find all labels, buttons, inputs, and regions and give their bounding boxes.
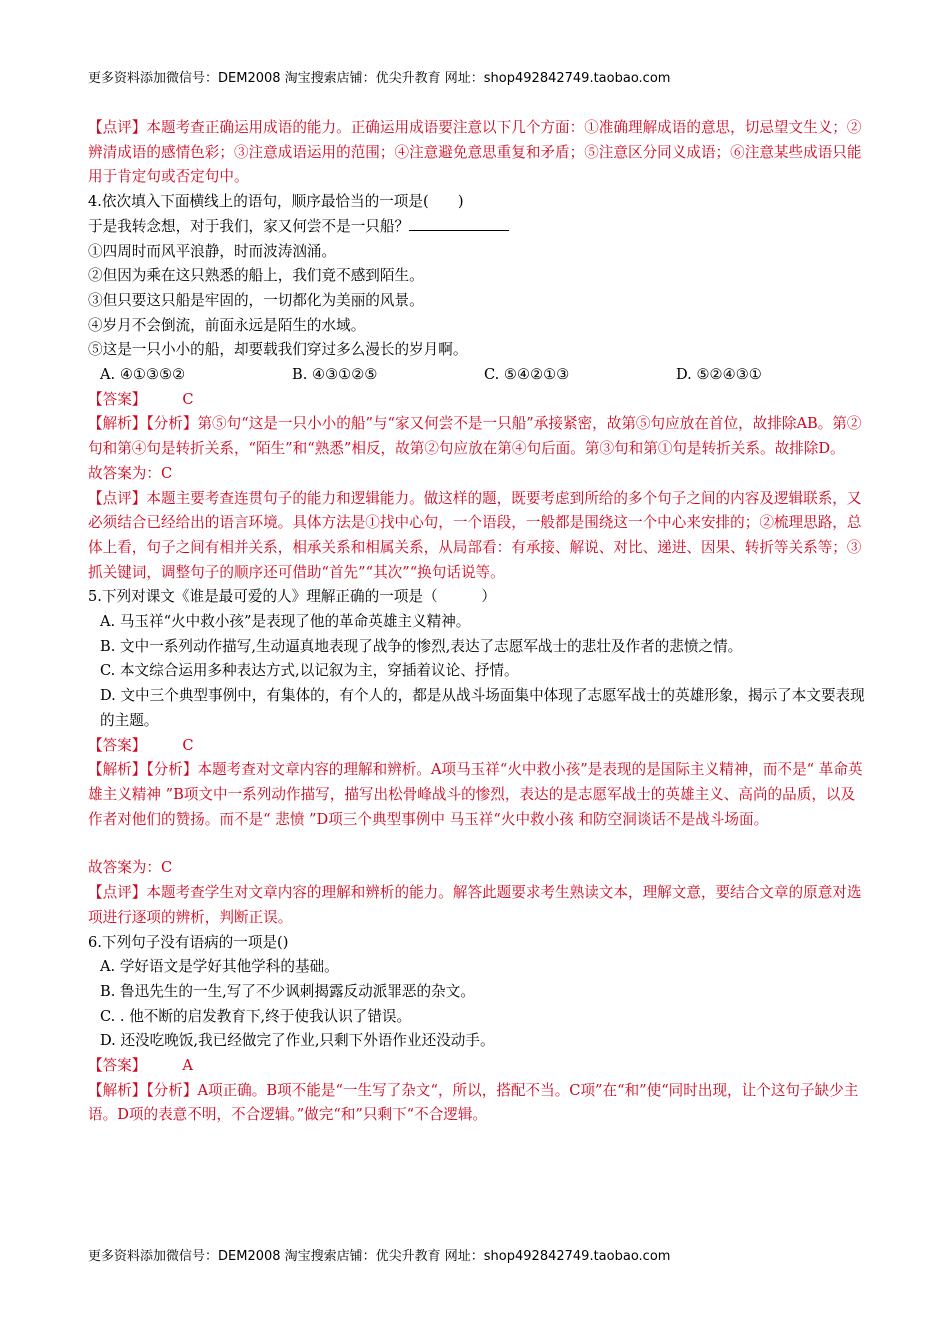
document-body [88,116,868,1128]
q4-sentence: ⑤这是一只小小的船，却要载我们穿过多么漫长的岁月啊。 [88,341,468,359]
q4-analysis: 【解析】【分析】第⑤句“这是一只小小的船”与“家又何尝不是一只船”承接紧密，故第⑤句应放在首位，故排除AB。第②句和第④句是转折关系，“陌生”和“熟悉”相反，故第②句应放在第④句后面。第③句和第①句是转折关系。故排除D。 [88,415,862,458]
q5-answer [88,734,868,759]
q5-option-a: A. 马玉祥“火中救小孩”是表现了他的革命英雄主义精神。 [100,613,471,631]
q6-stem: 6.下列句子没有语病的一项是() [88,933,289,951]
answer-value: A [182,1057,193,1075]
q4-sentence: ③但只要这只船是牢固的，一切都化为美丽的风景。 [88,291,424,309]
answer-label: 【答案】 [88,1057,147,1075]
q4-options [88,363,868,388]
answer-value: C [182,736,194,754]
q5-conclusion: 故答案为：C [88,859,173,877]
page-footer: 更多资料添加微信号：DEM2008 淘宝搜索店铺：优尖升教育 网址：shop492842749.taobao.com [88,1249,671,1264]
q4-option-d: D. ⑤②④③① [676,366,762,384]
q6-answer [88,1054,868,1079]
prev-comment: 【点评】本题考查正确运用成语的能力。正确运用成语要注意以下几个方面：①准确理解成语的意思，切忌望文生义；②辨清成语的感情色彩；③注意成语运用的范围；④注意避免意思重复和矛盾；⑤注意区分同义成语；⑥注意某些成语只能用于肯定句或否定句中。 [88,119,862,186]
q4-answer [88,388,868,413]
q6-option-b: B. 鲁迅先生的一生,写了不少讽刺揭露反动派罪恶的杂文。 [100,982,475,1000]
q4-sentence: ④岁月不会倒流，前面永远是陌生的水域。 [88,316,366,334]
answer-label: 【答案】 [88,736,147,754]
q5-analysis: 【解析】【分析】本题考查对文章内容的理解和辨析。A项马玉祥“火中救小孩”是表现的是国际主义精神，而不是“ 革命英雄主义精神 ”B项文中一系列动作描写，描写出松骨峰战斗的惨烈，表达的是志愿军战士的英雄主义、高尚的品质，以及作者对他们的赞扬。而不是“ 悲愤 ”D项三个典型事例中 马玉祥“火中救小孩 和防空洞谈话不是战斗场面。 [88,761,863,828]
answer-label: 【答案】 [88,390,147,408]
q4-sentence: ②但因为乘在这只熟悉的船上，我们竟不感到陌生。 [88,267,424,285]
q4-option-a: A. ④①③⑤② [100,366,186,384]
q5-comment: 【点评】本题考查学生对文章内容的理解和辨析的能力。解答此题要求考生熟读文本，理解文意，要结合文章的原意对选项进行逐项的辨析，判断正误。 [88,884,862,926]
blank-line [409,216,509,231]
q4-prompt [88,215,868,240]
q4-option-b: B. ④③①②⑤ [292,366,378,384]
q6-option-d: D. 还没吃晚饭,我已经做完了作业,只剩下外语作业还没动手。 [100,1032,495,1050]
q4-conclusion: 故答案为：C [88,464,173,482]
q4-prompt-text: 于是我转念想，对于我们，家又何尝不是一只船？ [88,217,410,235]
page-header: 更多资料添加微信号：DEM2008 淘宝搜索店铺：优尖升教育 网址：shop492842749.taobao.com [88,71,671,86]
q4-option-c: C. ⑤④②①③ [484,366,570,384]
q4-sentence: ①四周时而风平浪静，时而波涛汹涌。 [88,242,337,260]
q5-option-c: C. 本文综合运用多种表达方式,以记叙为主，穿插着议论、抒情。 [100,662,519,680]
spacer [88,832,868,856]
q6-analysis: 【解析】【分析】A项正确。B项不能是“一生写了杂文“，所以，搭配不当。C项”在“和”使“同时出现，让个这句子缺少主语。D项的表意不明，不合逻辑。”做完“和”只剩下“不合逻辑。 [88,1081,859,1124]
q4-stem: 4.依次填入下面横线上的语句，顺序最恰当的一项是( ) [88,193,464,211]
q5-option-d: D. 文中三个典型事例中，有集体的，有个人的，都是从战斗场面集中体现了志愿军战士的英雄形象，揭示了本文要表现的主题。 [100,687,865,729]
q6-option-c: C. . 他不断的启发教育下,终于使我认识了错误。 [100,1007,412,1025]
q5-option-b: B. 文中一系列动作描写,生动逼真地表现了战争的惨烈,表达了志愿军战士的悲壮及作者的悲愤之情。 [100,637,743,655]
answer-value: C [182,390,194,408]
q5-stem: 5.下列对课文《谁是最可爱的人》理解正确的一项是（ ） [88,588,496,606]
q6-option-a: A. 学好语文是学好其他学科的基础。 [100,958,339,976]
q4-comment: 【点评】本题主要考查连贯句子的能力和逻辑能力。做这样的题，既要考虑到所给的多个句子之间的内容及逻辑联系，又必须结合已经给出的语言环境。具体方法是①找中心句，一个语段，一般都是围绕这一个中心来安排的；②梳理思路，总体上看，句子之间有相并关系，相承关系和相属关系，从局部看：有承接、解说、对比、递进、因果、转折等关系等；③抓关键词，调整句子的顺序还可借助“首先”“其次”“换句话说等。 [88,489,862,581]
